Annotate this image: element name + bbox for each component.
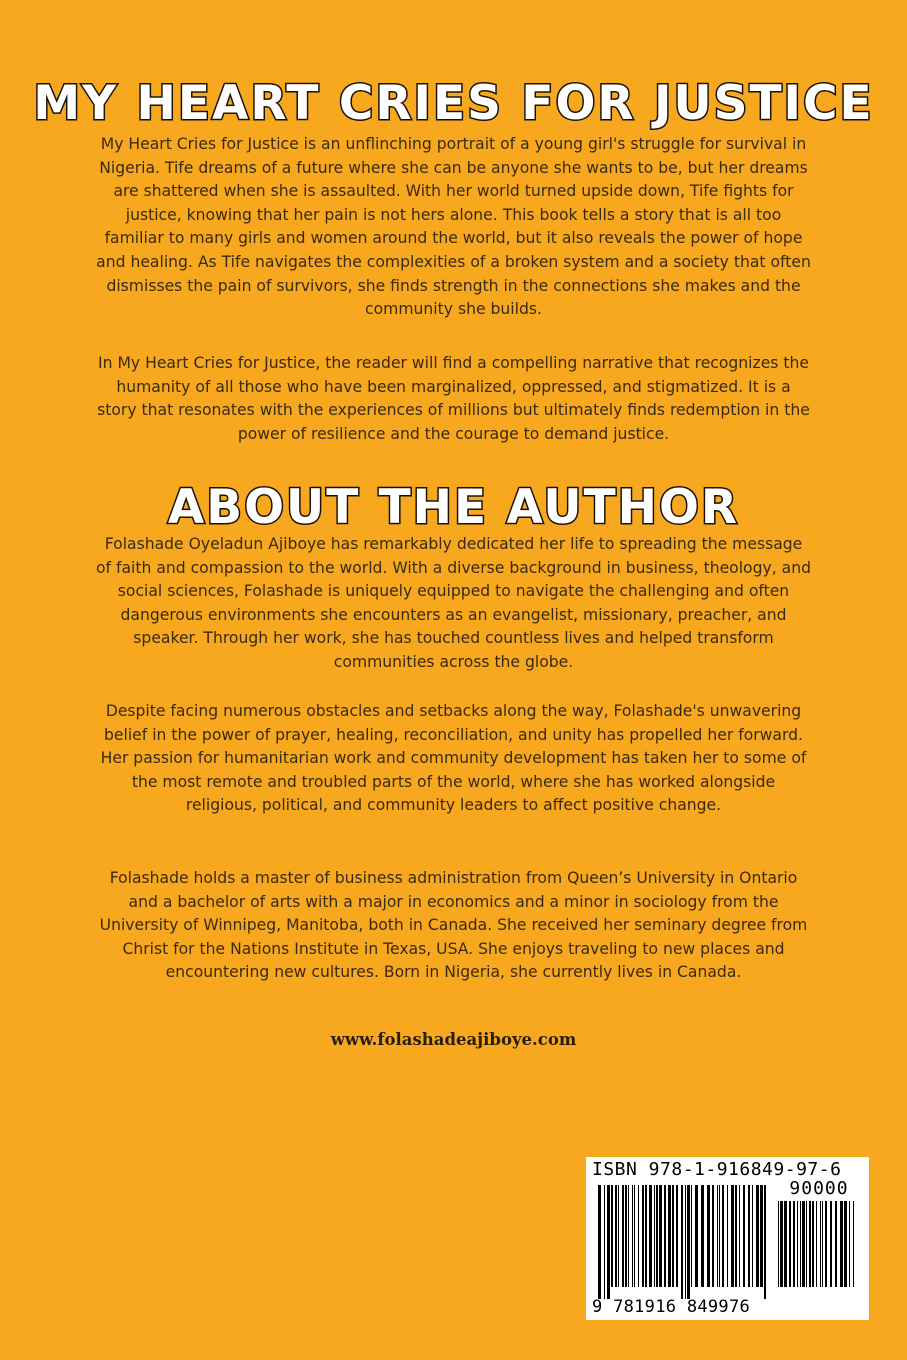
barcode-main-bars: [596, 1185, 771, 1299]
synopsis-paragraph-2: In My Heart Cries for Justice, the reader will find a compelling narrative that recognizes the humanity of all those who have been marginalized, oppressed, and stigmatized. It is a story that resonates with the experiences of millions but ultimately finds redemption in the power of resilience and the courage to demand justice.: [97, 354, 810, 443]
about-author-heading: ABOUT THE AUTHOR: [167, 480, 740, 535]
isbn-barcode: [586, 1157, 869, 1320]
author-bio-paragraph-2: Despite facing numerous obstacles and setbacks along the way, Folashade's unwavering belief in the power of prayer, healing, reconciliation, and unity has propelled her forward. Her passion for humanitarian work and community development has taken her to some of the most remote and troubled parts of the world, where she has worked alongside religious, political, and community leaders to affect positive change.: [100, 702, 807, 815]
author-website[interactable]: www.folashadeajiboye.com: [330, 1030, 577, 1049]
synopsis-paragraph-1: My Heart Cries for Justice is an unflinching portrait of a young girl's struggle for survival in Nigeria. Tife dreams of a future where she can be anyone she wants to be, but her dreams are shattered when she is assaulted. With her world turned upside down, Tife fights for justice, knowing that her pain is not hers alone. This book tells a story that is all too familiar to many girls and women around the world, but it also reveals the power of hope and healing. As Tife navigates the complexities of a broken system and a society that often dismisses the pain of survivors, she finds strength in the connections she makes and the community she builds.: [96, 135, 811, 319]
barcode-addon-code: 90000: [789, 1178, 849, 1199]
barcode-addon-bars: [776, 1201, 858, 1299]
book-title-heading: MY HEART CRIES FOR JUSTICE: [33, 76, 874, 131]
barcode-digits: 9 781916 849976: [592, 1297, 751, 1317]
isbn-label: ISBN 978-1-916849-97-6: [592, 1159, 842, 1180]
author-bio-paragraph-3: Folashade holds a master of business administration from Queen’s University in Ontario and a bachelor of arts with a major in economics and a minor in sociology from the University of Winnipeg, Manitoba, both in Canada. She received her seminary degree from Christ for the Nations Institute in Texas, USA. She enjoys traveling to new places and encountering new cultures. Born in Nigeria, she currently lives in Canada.: [99, 869, 808, 982]
author-bio-paragraph-1: Folashade Oyeladun Ajiboye has remarkably dedicated her life to spreading the message of faith and compassion to the world. With a diverse background in business, theology, and social sciences, Folashade is uniquely equipped to navigate the challenging and often dangerous environments she encounters as an evangelist, missionary, preacher, and speaker. Through her work, she has touched countless lives and helped transform communities across the globe.: [96, 535, 811, 671]
